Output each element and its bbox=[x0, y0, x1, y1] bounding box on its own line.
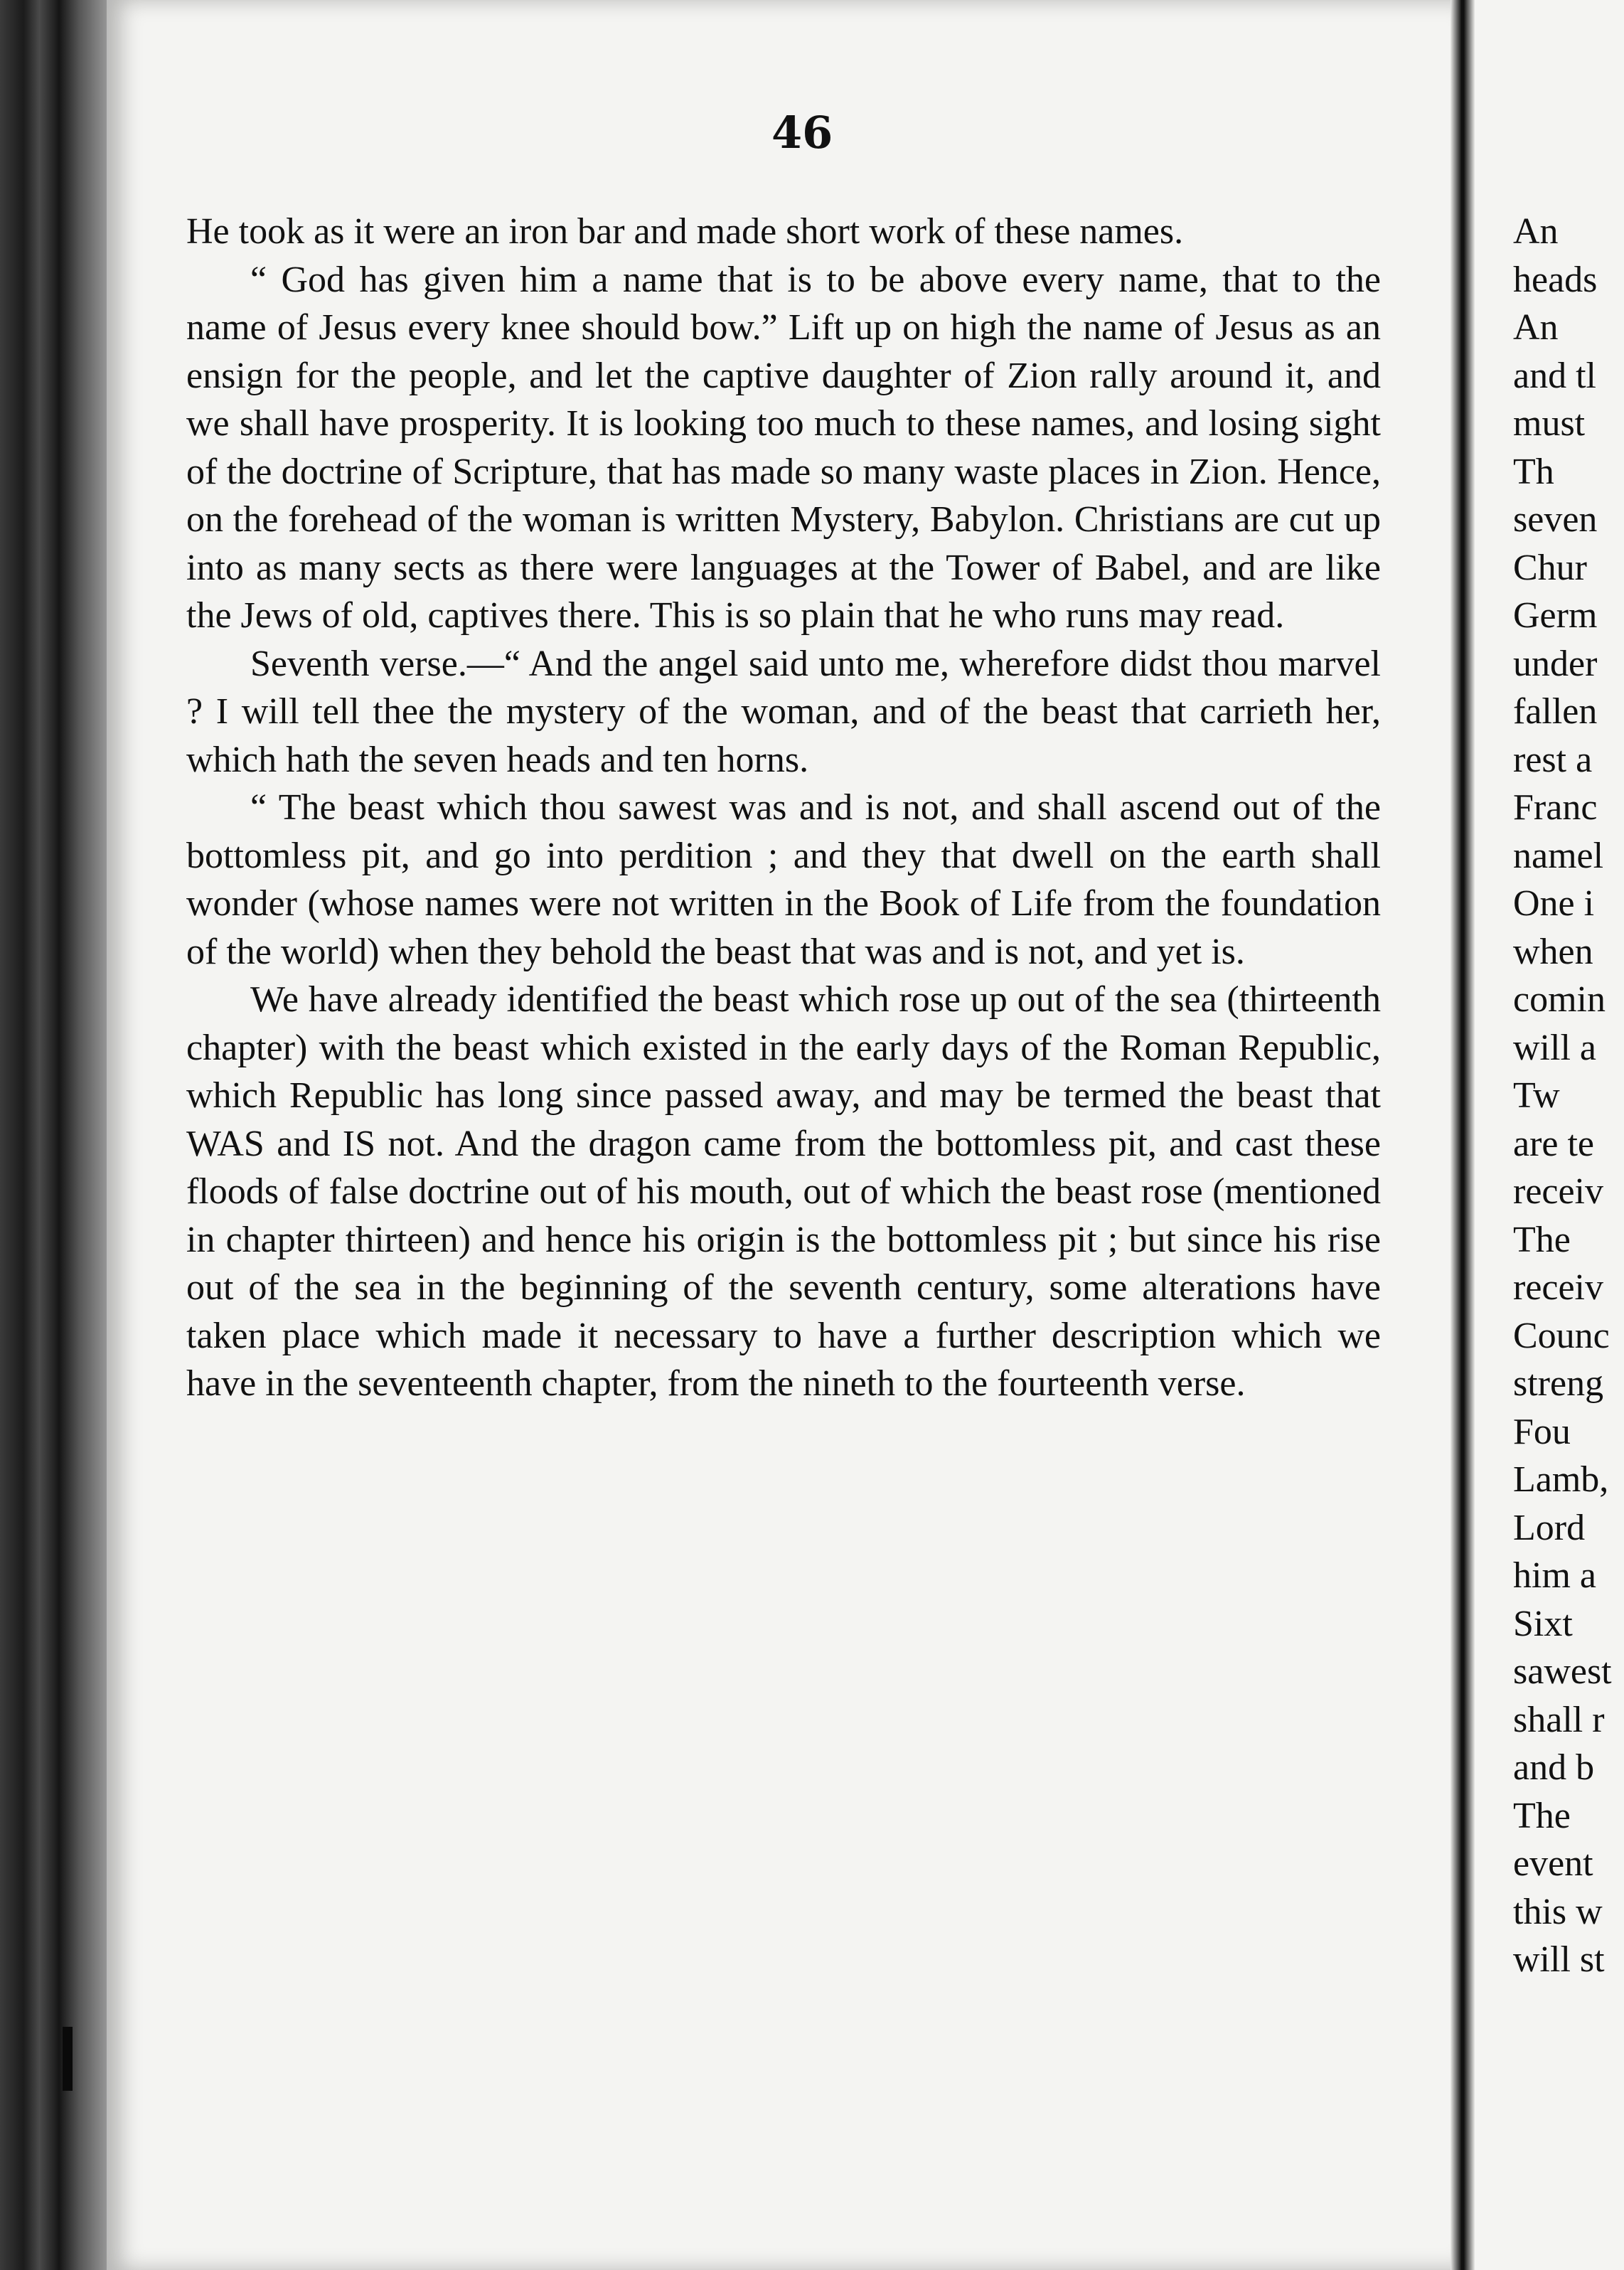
right-page-line: Lord bbox=[1513, 1507, 1586, 1548]
right-page-line: An bbox=[1513, 307, 1559, 348]
right-page-line: streng bbox=[1513, 1363, 1604, 1404]
right-page-line: shall r bbox=[1513, 1699, 1605, 1740]
right-page-line: rest a bbox=[1513, 739, 1593, 780]
right-page-line: Lamb, bbox=[1513, 1459, 1609, 1500]
right-page-line: Germ bbox=[1513, 595, 1598, 636]
right-page-line: this w bbox=[1513, 1891, 1603, 1932]
right-page-line: An bbox=[1513, 211, 1559, 252]
page-gutter bbox=[1451, 0, 1475, 2270]
paragraph: He took as it were an iron bar and made short work of these names. bbox=[186, 211, 1184, 252]
right-page-line: Sixt bbox=[1513, 1603, 1573, 1644]
right-page-line: One i bbox=[1513, 883, 1595, 924]
paragraph: “ The beast which thou sawest was and is not, and shall ascend out of the bottomless pit, and go into perdition ; and they that dwell on the earth shall wonder (whose names were not written in the Book of Life from the foundation of the world) when they behold the beast that was and is not, and yet is. bbox=[186, 787, 1381, 972]
right-page-line: namel bbox=[1513, 835, 1604, 876]
right-page-line: when bbox=[1513, 931, 1593, 972]
right-page-text-fragments bbox=[1513, 208, 1624, 1984]
right-page-line: Franc bbox=[1513, 787, 1598, 828]
right-page-line: The bbox=[1513, 1795, 1571, 1836]
right-page-line: must bbox=[1513, 403, 1586, 444]
right-page-line: seven bbox=[1513, 499, 1598, 540]
paragraph: “ God has given him a name that is to be above every name, that to the name of Jesus every knee should bow.” Lift up on high the name of Jesus as an ensign for the people, and let the captive daughter of Zion rally around it, and we shall have prosperity. It is looking too much to these names, and losing sight of the doctrine of Scripture, that has made so many waste places in Zion. Hence, on the forehead of the woman is written Mystery, Babylon. Christians are cut up into as many sects as there were languages at the Tower of Babel, and are like the Jews of old, captives there. This is so plain that he who runs may read. bbox=[186, 259, 1381, 636]
right-page-line: receiv bbox=[1513, 1171, 1604, 1212]
right-page-line: Th bbox=[1513, 451, 1554, 492]
right-page-line: will st bbox=[1513, 1939, 1605, 1980]
right-page-line: receiv bbox=[1513, 1267, 1604, 1308]
right-page-line: will a bbox=[1513, 1027, 1596, 1068]
right-page-line: comin bbox=[1513, 979, 1606, 1020]
right-page-line: The bbox=[1513, 1219, 1571, 1260]
right-page-line: event bbox=[1513, 1843, 1593, 1884]
right-page-line: him a bbox=[1513, 1555, 1596, 1596]
page-number: 46 bbox=[771, 107, 833, 159]
paragraph: Seventh verse.—“ And the angel said unto me, wherefore didst thou marvel ? I will tell thee the mystery of the woman, and of the beast that carrieth her, which hath the seven heads and ten horns. bbox=[186, 643, 1381, 780]
right-page-line: Chur bbox=[1513, 547, 1587, 588]
right-page-line: Tw bbox=[1513, 1075, 1560, 1116]
right-page-line: heads bbox=[1513, 259, 1598, 300]
right-page-line: Fou bbox=[1513, 1411, 1571, 1452]
right-page-line: under bbox=[1513, 643, 1598, 684]
paragraph: We have already identified the beast which rose up out of the sea (thirteenth chapter) with the beast which existed in the early days of the Roman Republic, which Republic has long since passed away, and may be termed the beast that WAS and IS not. And the dragon came from the bottomless pit, and cast these floods of false doctrine out of his mouth, out of which the beast rose (mentioned in chapter thirteen) and hence his origin is the bottomless pit ; but since his rise out of the sea in the beginning of the seventh century, some alterations have taken place which made it necessary to have a further description which we have in the seventeenth chapter, from the nineth to the fourteenth verse. bbox=[186, 979, 1381, 1404]
right-page-line: sawest bbox=[1513, 1651, 1612, 1692]
right-page-line: Counc bbox=[1513, 1315, 1610, 1356]
right-page-line: fallen bbox=[1513, 691, 1598, 732]
right-page-line: and tl bbox=[1513, 355, 1596, 396]
right-page-line: and b bbox=[1513, 1747, 1595, 1788]
right-page-line: are te bbox=[1513, 1123, 1595, 1164]
spine-mark bbox=[63, 2027, 73, 2091]
left-page-text bbox=[186, 208, 1381, 1408]
